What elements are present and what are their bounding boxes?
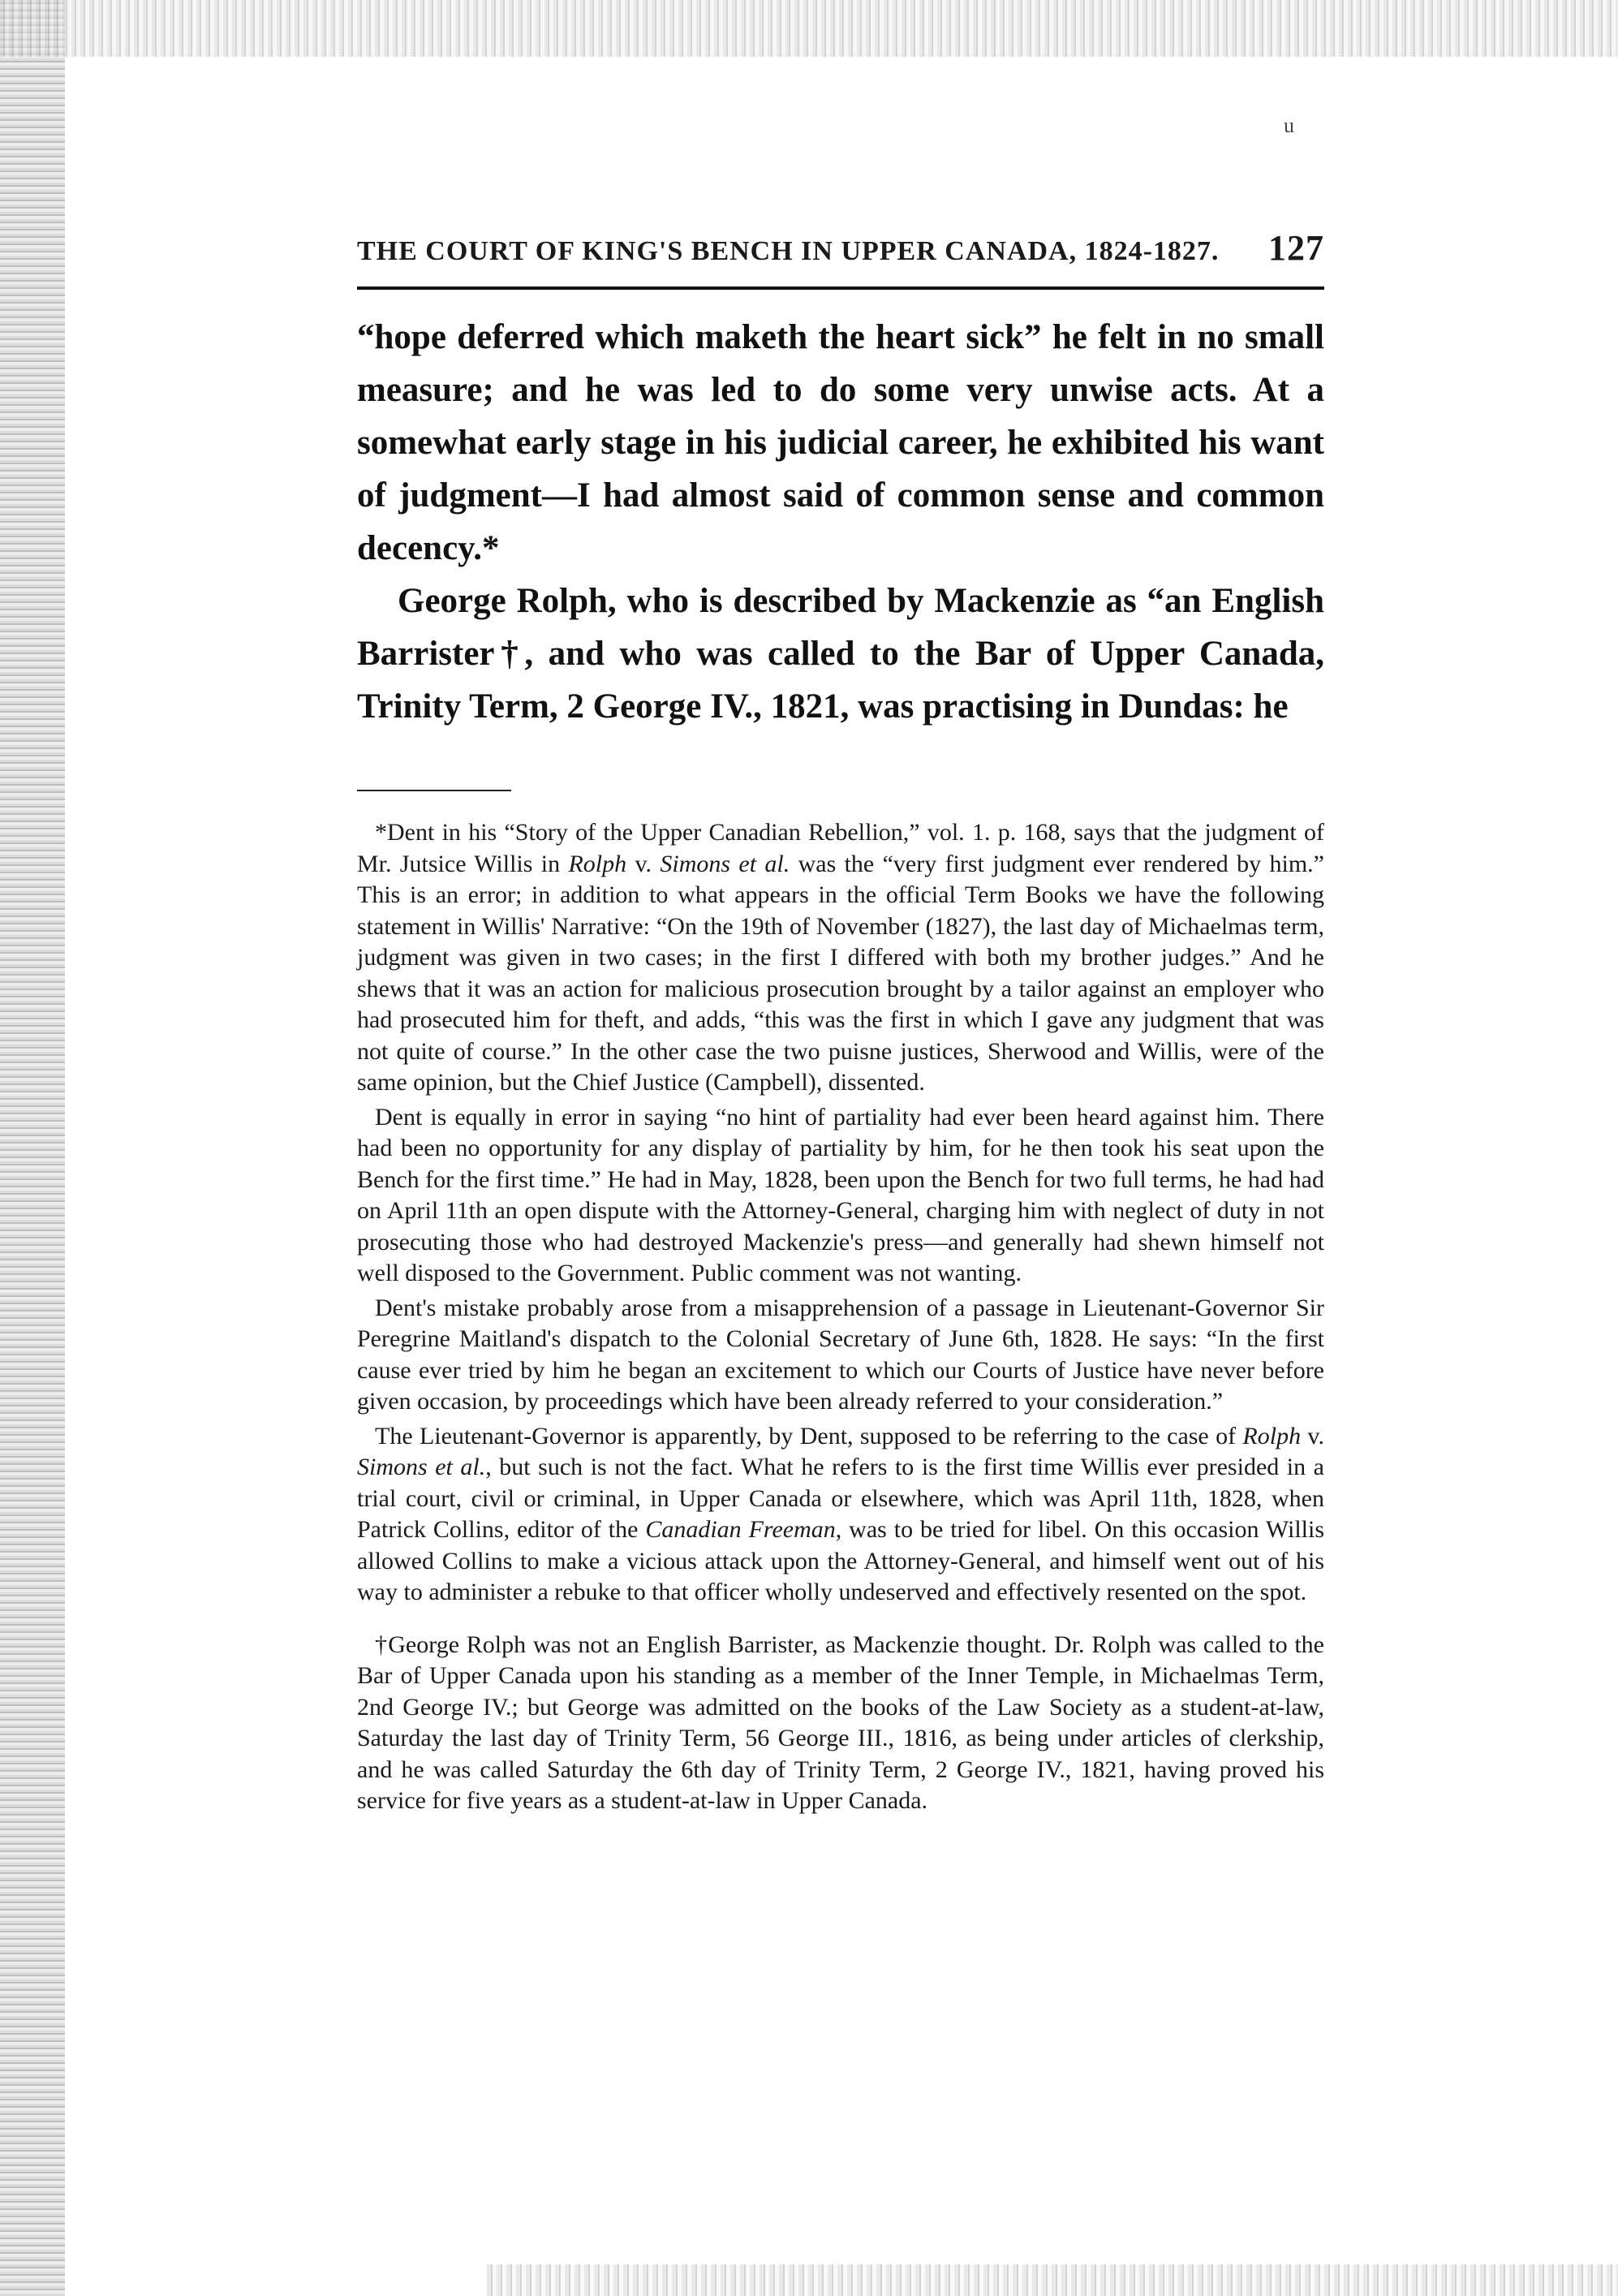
- newspaper-name: Canadian Freeman: [645, 1516, 836, 1543]
- running-header: [357, 227, 1324, 269]
- scan-edge-left: [0, 0, 65, 2296]
- body-text: [357, 311, 1324, 733]
- page-number: 127: [1268, 228, 1324, 268]
- running-title: THE COURT OF KING'S BENCH IN UPPER CANADA, 1824-1827.: [357, 236, 1220, 266]
- scan-edge-top: [0, 0, 1618, 57]
- footnotes: [357, 817, 1324, 1817]
- header-rule: [357, 286, 1324, 290]
- footnote-2: Dent is equally in error in saying “no hint of partiality had ever been heard against him. There had been no opportunity for any display of partiality by him, for he then took his seat upon the Bench for the first time.” He had in May, 1828, been upon the Bench for two full terms, he had had on April 11th an open dispute with the Attorney-General, charging him with neglect of duty in not prosecuting those who had destroyed Mackenzie's press—and generally had shewn himself not well disposed to the Government. Public comment was not wanting.: [357, 1103, 1324, 1286]
- footnote-1: *Dent in his “Story of the Upper Canadian Rebellion,” vol. 1. p. 168, says that the judgment of Mr. Jutsice Willis in Rolph v. Simons et al. was the “very first judgment ever rendered by him.” This is an error; in addition to what appears in the official Term Books we have the following statement in Willis' Narrative: “On the 19th of November (1827), the last day of Michaelmas term, judgment was given in two cases; in the first I differed with both my brother judges.” And he shews that it was an action for malicious prosecution brought by a tailor against an employer who had prosecuted him for theft, and adds, “this was the first in which I gave any judgment that was not quite of course.” In the other case the two puisne justices, Sherwood and Willis, were of the same opinion, but the Chief Justice (Campbell), dissented.: [357, 819, 1324, 1096]
- paragraph-2: George Rolph, who is described by Mackenzie as “an English Barrister†, and who was called to the Bar of Upper Canada, Trinity Term, 2 George IV., 1821, was practising in Dundas: he: [357, 582, 1324, 726]
- footnote-4: The Lieutenant-Governor is apparently, by Dent, supposed to be referring to the case of Rolph v. Simons et al., but such is not the fact. What he refers to is the first time Willis ever presided in a trial court, civil or criminal, in Upper Canada or elsewhere, which was April 11th, 1828, when Patrick Collins, editor of the Canadian Freeman, was to be tried for libel. On this occasion Willis allowed Collins to make a vicious attack upon the Attorney-General, and himself went out of his way to administer a rebuke to that officer wholly undeserved and effectively resented on the spot.: [357, 1422, 1324, 1605]
- case-name: Rolph: [568, 850, 627, 877]
- case-name: Simons et al.: [660, 850, 790, 877]
- corner-mark: u: [1284, 114, 1294, 137]
- paragraph-1: “hope deferred which maketh the heart sick” he felt in no small measure; and he was led to do some very unwise acts. At a somewhat early stage in his judicial career, he exhibited his want of judgment—I had almost said of common sense and common decency.*: [357, 318, 1324, 567]
- case-name: Rolph: [1242, 1422, 1302, 1450]
- page: [357, 227, 1324, 1820]
- scan-edge-bottom: [487, 2264, 1618, 2296]
- case-name: Simons et al.: [357, 1454, 486, 1480]
- footnote-rule: [357, 790, 511, 791]
- footnote-dagger: †George Rolph was not an English Barrister, as Mackenzie thought. Dr. Rolph was called to the Bar of Upper Canada upon his standing as a member of the Inner Temple, in Michaelmas Term, 2nd George IV.; but George was admitted on the books of the Law Society as a student-at-law, Saturday the last day of Trinity Term, 56 George III., 1816, as being under articles of clerkship, and he was called Saturday the 6th day of Trinity Term, 2 George IV., 1821, having proved his service for five years as a student-at-law in Upper Canada.: [357, 1630, 1324, 1814]
- footnote-3: Dent's mistake probably arose from a misapprehension of a passage in Lieutenant-Governor Sir Peregrine Maitland's dispatch to the Colonial Secretary of June 6th, 1828. He says: “In the first cause ever tried by him he began an excitement to which our Courts of Justice have never before given occasion, by proceedings which have been already referred to your consideration.”: [357, 1294, 1324, 1415]
